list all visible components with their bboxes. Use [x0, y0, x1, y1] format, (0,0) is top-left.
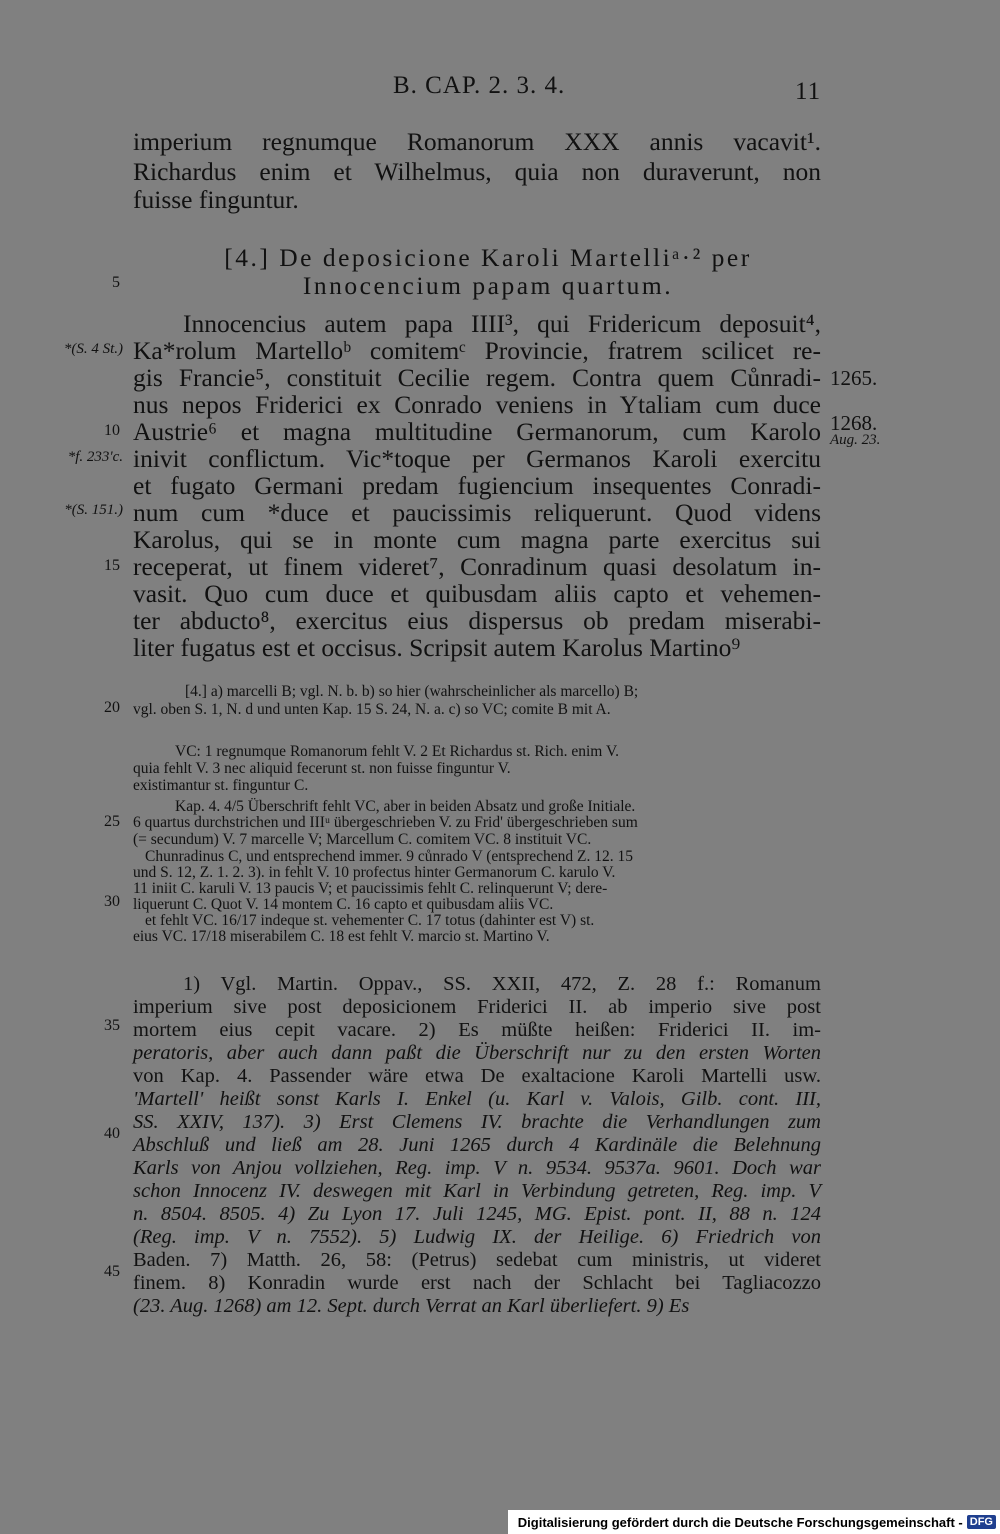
- footnote-line: mortem eius cepit vacare. 2) Es müßte heißen: Friderici II. im-: [133, 1019, 821, 1041]
- footnote-line: finem. 8) Konradin wurde erst nach der Schlacht bei Tagliacozzo: [133, 1272, 821, 1294]
- apparatus-line: 11 iniit C. karuli V. 13 paucis V; et paucissimis fehlt C. relinquerunt V; dere-: [133, 880, 608, 897]
- footnote-line: Baden. 7) Matth. 26, 58: (Petrus) sedebat cum ministris, ut videret: [133, 1249, 821, 1271]
- footnote-line: n. 8504. 8505. 4) Zu Lyon 17. Juli 1245, MG. Epist. pont. II, 88 n. 124: [133, 1203, 821, 1225]
- digitization-credit-bar: [508, 1510, 1000, 1534]
- footnote-line: von Kap. 4. Passender wäre etwa De exaltacione Karoli Martelli usw.: [133, 1065, 821, 1087]
- main-line: Ka*rolum Martelloᵇ comitemᶜ Provincie, fratrem scilicet re-: [133, 336, 821, 365]
- footnote-line: peratoris, aber auch dann paßt die Überschrift nur zu den ersten Worten: [133, 1042, 821, 1064]
- apparatus-line: und S. 12, Z. 1. 2. 3). in fehlt V. 10 profectus hinter Germanorum C. karulo V.: [133, 864, 616, 881]
- apparatus-line: Kap. 4. 4/5 Überschrift fehlt VC, aber in beiden Absatz und große Initiale.: [175, 798, 636, 815]
- line-number: 10: [104, 422, 120, 439]
- digitization-credit-text: Digitalisierung gefördert durch die Deutsche Forschungsgemeinschaft -: [517, 1514, 963, 1530]
- main-line: Karolus, qui se in monte cum magna parte exercitus sui: [133, 525, 821, 554]
- main-line: et fugato Germani predam fugiencium insequentes Conradi-: [133, 471, 821, 500]
- apparatus-line: [4.] a) marcelli B; vgl. N. b. b) so hier (wahrscheinlicher als marcello) B;: [185, 683, 639, 700]
- apparatus-line: et fehlt VC. 16/17 indeque st. vehementer C. 17 totus (dahinter est V) st.: [145, 912, 595, 929]
- chapter-title-line1: [4.] De deposicione Karoli Martelliᵃ·² per: [224, 243, 752, 272]
- apparatus-line: eius VC. 17/18 miserabilem C. 18 est fehlt V. marcio st. Martino V.: [133, 928, 550, 945]
- running-title: B. CAP. 2. 3. 4.: [393, 72, 566, 99]
- main-line: nus nepos Friderici ex Conrado veniens in Ytaliam cum duce: [133, 390, 821, 419]
- footnote-line: imperium sive post deposicionem Friderici II. ab imperio sive post: [133, 996, 821, 1018]
- main-line: num cum *duce et paucissimis reliquerunt. Quod videns: [133, 498, 821, 527]
- line-number: 35: [104, 1017, 120, 1034]
- footnote-line: SS. XXIV, 137). 3) Erst Clemens IV. brachte die Verhandlungen zum: [133, 1111, 821, 1133]
- line-number: 20: [104, 699, 120, 716]
- margin-note: *f. 233'c.: [67, 449, 123, 465]
- page-number: 11: [795, 78, 822, 105]
- footnote-line: Karls von Anjou vollziehen, Reg. imp. V n. 9534. 9537a. 9601. Doch war: [133, 1157, 821, 1179]
- footnote-line: (23. Aug. 1268) am 12. Sept. durch Verrat an Karl überliefert. 9) Es: [133, 1295, 690, 1317]
- footnote-line: 'Martell' heißt sonst Karls I. Enkel (u. Karl v. Valois, Gilb. cont. III,: [133, 1088, 821, 1110]
- line-number: 40: [104, 1125, 120, 1142]
- footnote-line: (Reg. imp. V n. 7552). 5) Ludwig IX. der Heilige. 6) Friedrich von: [133, 1226, 821, 1248]
- margin-note: *(S. 4 St.): [63, 341, 123, 357]
- main-line: imperium regnumque Romanorum XXX annis vacavit¹.: [133, 127, 821, 156]
- apparatus-line: quia fehlt V. 3 nec aliquid fecerunt st. non fuisse finguntur V.: [133, 760, 511, 777]
- main-line: Austrie⁶ et magna multitudine Germanorum, cum Karolo: [133, 417, 821, 446]
- line-number: 5: [112, 274, 120, 291]
- apparatus-line: liquerunt C. Quot V. 14 montem C. 16 capto et quibusdam aliis VC.: [133, 896, 554, 913]
- line-number: 25: [104, 813, 120, 830]
- main-line: ter abducto⁸, exercitus eius dispersus ob predam miserabi-: [133, 606, 821, 635]
- dfg-logo-icon: DFG: [967, 1515, 996, 1529]
- chapter-title-line2: Innocencium papam quartum.: [302, 271, 674, 300]
- line-number: 30: [104, 893, 120, 910]
- apparatus-line: existimantur st. finguntur C.: [133, 777, 309, 794]
- apparatus-line: VC: 1 regnumque Romanorum fehlt V. 2 Et Richardus st. Rich. enim V.: [175, 743, 620, 760]
- footnote-line: schon Innocenz IV. deswegen mit Karl in Verbindung getreten, Reg. imp. V: [133, 1180, 821, 1202]
- main-line: gis Francie⁵, constituit Cecilie regem. Contra quem Cůnradi-: [133, 363, 821, 392]
- main-line: receperat, ut finem videret⁷, Conradinum quasi desolatum in-: [133, 552, 821, 581]
- margin-year: 1268.: [830, 411, 878, 435]
- apparatus-line: Chunradinus C, und entsprechend immer. 9 cůnrado V (entsprechend Z. 12. 15: [145, 848, 634, 865]
- footnote-line: 1) Vgl. Martin. Oppav., SS. XXII, 472, Z. 28 f.: Romanum: [183, 973, 821, 995]
- main-line: fuisse finguntur.: [133, 185, 299, 214]
- apparatus-line: 6 quartus durchstrichen und IIIᵘ übergeschrieben V. zu Frid' übergeschrieben sum: [133, 814, 638, 831]
- main-line: Richardus enim et Wilhelmus, quia non duraverunt, non: [133, 157, 821, 186]
- main-line: liter fugatus est et occisus. Scripsit autem Karolus Martino⁹: [133, 633, 741, 662]
- main-line: inivit conflictum. Vic*toque per Germanos Karoli exercitu: [133, 444, 821, 473]
- margin-note: *(S. 151.): [64, 502, 123, 518]
- line-number: 15: [104, 557, 120, 574]
- main-line: Innocencius autem papa IIII³, qui Fridericum deposuit⁴,: [183, 309, 821, 338]
- main-line: vasit. Quo cum duce et quibusdam aliis capto et vehemen-: [133, 579, 821, 608]
- apparatus-line: (= secundum) V. 7 marcelle V; Marcellum C. comitem VC. 8 instituit VC.: [133, 831, 592, 848]
- apparatus-line: vgl. oben S. 1, N. d und unten Kap. 15 S. 24, N. a. c) so VC; comite B mit A.: [133, 701, 611, 718]
- margin-date: Aug. 23.: [830, 432, 881, 448]
- footnote-line: Abschluß und ließ am 28. Juni 1265 durch 4 Kardinäle die Belehnung: [133, 1134, 821, 1156]
- margin-year: 1265.: [830, 366, 878, 390]
- line-number: 45: [104, 1263, 120, 1280]
